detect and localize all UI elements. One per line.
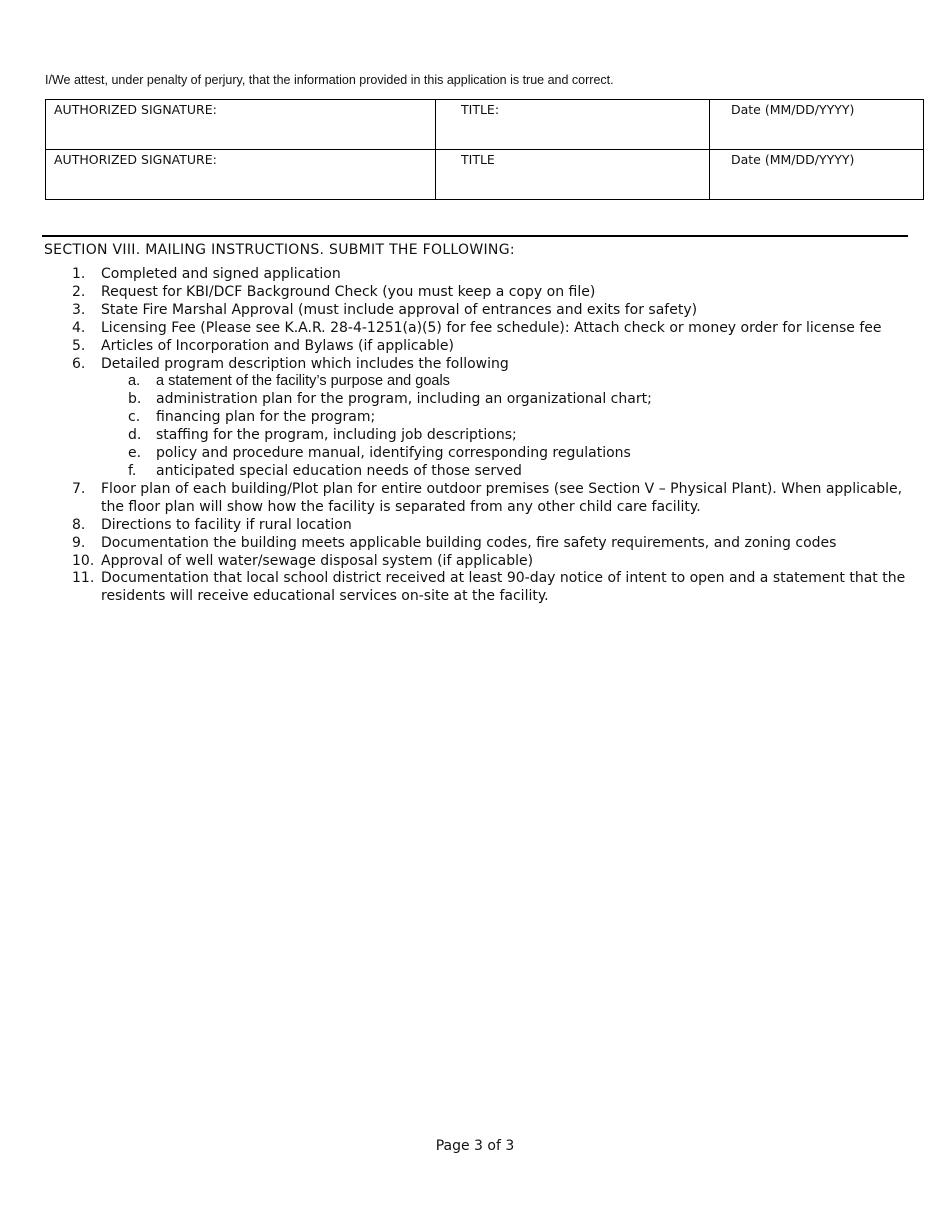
mailing-instructions-list (0, 266, 950, 606)
sub-item-letter: b. (128, 391, 142, 408)
signature-row (46, 100, 924, 150)
list-item (0, 302, 950, 320)
section-divider (42, 235, 908, 237)
item-number: 6. (72, 355, 86, 372)
sub-item-text: administration plan for the program, including an organizational chart; (156, 391, 652, 408)
item-text: Approval of well water/sewage disposal system (if applicable) (101, 552, 534, 569)
item-number: 10. (72, 552, 95, 569)
item-text: Directions to facility if rural location (101, 516, 352, 533)
signature-label: AUTHORIZED SIGNATURE: (54, 152, 217, 167)
title-cell[interactable] (436, 150, 710, 200)
item-number: 2. (72, 283, 86, 300)
date-label: Date (MM/DD/YYYY) (731, 152, 855, 167)
list-item (0, 284, 950, 302)
sub-item-letter: d. (128, 427, 142, 444)
sub-item-text: anticipated special education needs of those served (156, 462, 522, 479)
sub-item-letter: e. (128, 445, 142, 462)
list-item (0, 553, 950, 571)
date-cell[interactable] (710, 150, 924, 200)
date-cell[interactable] (710, 100, 924, 150)
item-number: 4. (72, 319, 86, 336)
date-label: Date (MM/DD/YYYY) (731, 102, 855, 117)
signature-row (46, 150, 924, 200)
title-label: TITLE: (461, 102, 500, 117)
sub-list-item (0, 373, 950, 391)
list-item (0, 266, 950, 284)
sub-item-text: financing plan for the program; (156, 409, 376, 426)
attestation-statement: I/We attest, under penalty of perjury, that the information provided in this application is true and correct. (45, 73, 614, 87)
sub-item-letter: f. (128, 462, 137, 479)
list-item (0, 320, 950, 338)
item-text: Articles of Incorporation and Bylaws (if applicable) (101, 337, 455, 354)
signature-cell[interactable] (46, 100, 436, 150)
sub-item-text: staffing for the program, including job descriptions; (156, 427, 517, 444)
title-label: TITLE (461, 152, 495, 167)
item-text: Documentation the building meets applicable building codes, fire safety requirements, and zoning codes (101, 534, 837, 551)
item-number: 7. (72, 480, 86, 497)
item-number: 1. (72, 266, 86, 282)
list-item (0, 570, 950, 606)
list-item (0, 535, 950, 553)
item-number: 5. (72, 337, 86, 354)
sub-item-letter: a. (128, 373, 141, 390)
title-cell[interactable] (436, 100, 710, 150)
section-title: SECTION VIII. MAILING INSTRUCTIONS. SUBMIT THE FOLLOWING: (44, 242, 515, 258)
item-number: 8. (72, 516, 86, 533)
sub-item-letter: c. (128, 409, 141, 426)
sub-item-text: a statement of the facility’s purpose and goals (156, 373, 450, 390)
list-item (0, 481, 950, 517)
sub-item-text: policy and procedure manual, identifying corresponding regulations (156, 445, 631, 462)
list-item (0, 517, 950, 535)
sub-list-item (0, 463, 950, 481)
signature-table (45, 99, 924, 200)
page-number: Page 3 of 3 (435, 1138, 515, 1154)
list-item (0, 338, 950, 356)
item-text: Floor plan of each building/Plot plan for entire outdoor premises (see Section V – Physical Plant). When applicable, the floor plan will show how the facility is separated from any other child care facility. (101, 480, 903, 515)
item-text: Licensing Fee (Please see K.A.R. 28-4-1251(a)(5) for fee schedule): Attach check or money order for license fee (101, 319, 882, 336)
list-item (0, 356, 950, 374)
item-number: 9. (72, 534, 86, 551)
item-text: Completed and signed application (101, 266, 341, 282)
signature-cell[interactable] (46, 150, 436, 200)
signature-label: AUTHORIZED SIGNATURE: (54, 102, 217, 117)
item-text: Detailed program description which includes the following (101, 355, 509, 372)
item-text: Request for KBI/DCF Background Check (you must keep a copy on file) (101, 283, 596, 300)
item-number: 11. (72, 570, 95, 587)
item-text: State Fire Marshal Approval (must include approval of entrances and exits for safety) (101, 301, 698, 318)
sub-list-item (0, 409, 950, 427)
sub-list-item (0, 391, 950, 409)
item-number: 3. (72, 301, 86, 318)
sub-list-item (0, 445, 950, 463)
sub-list-item (0, 427, 950, 445)
item-text: Documentation that local school district received at least 90-day notice of intent to open and a statement that the residents will receive educational services on-site at the facility. (101, 570, 906, 605)
